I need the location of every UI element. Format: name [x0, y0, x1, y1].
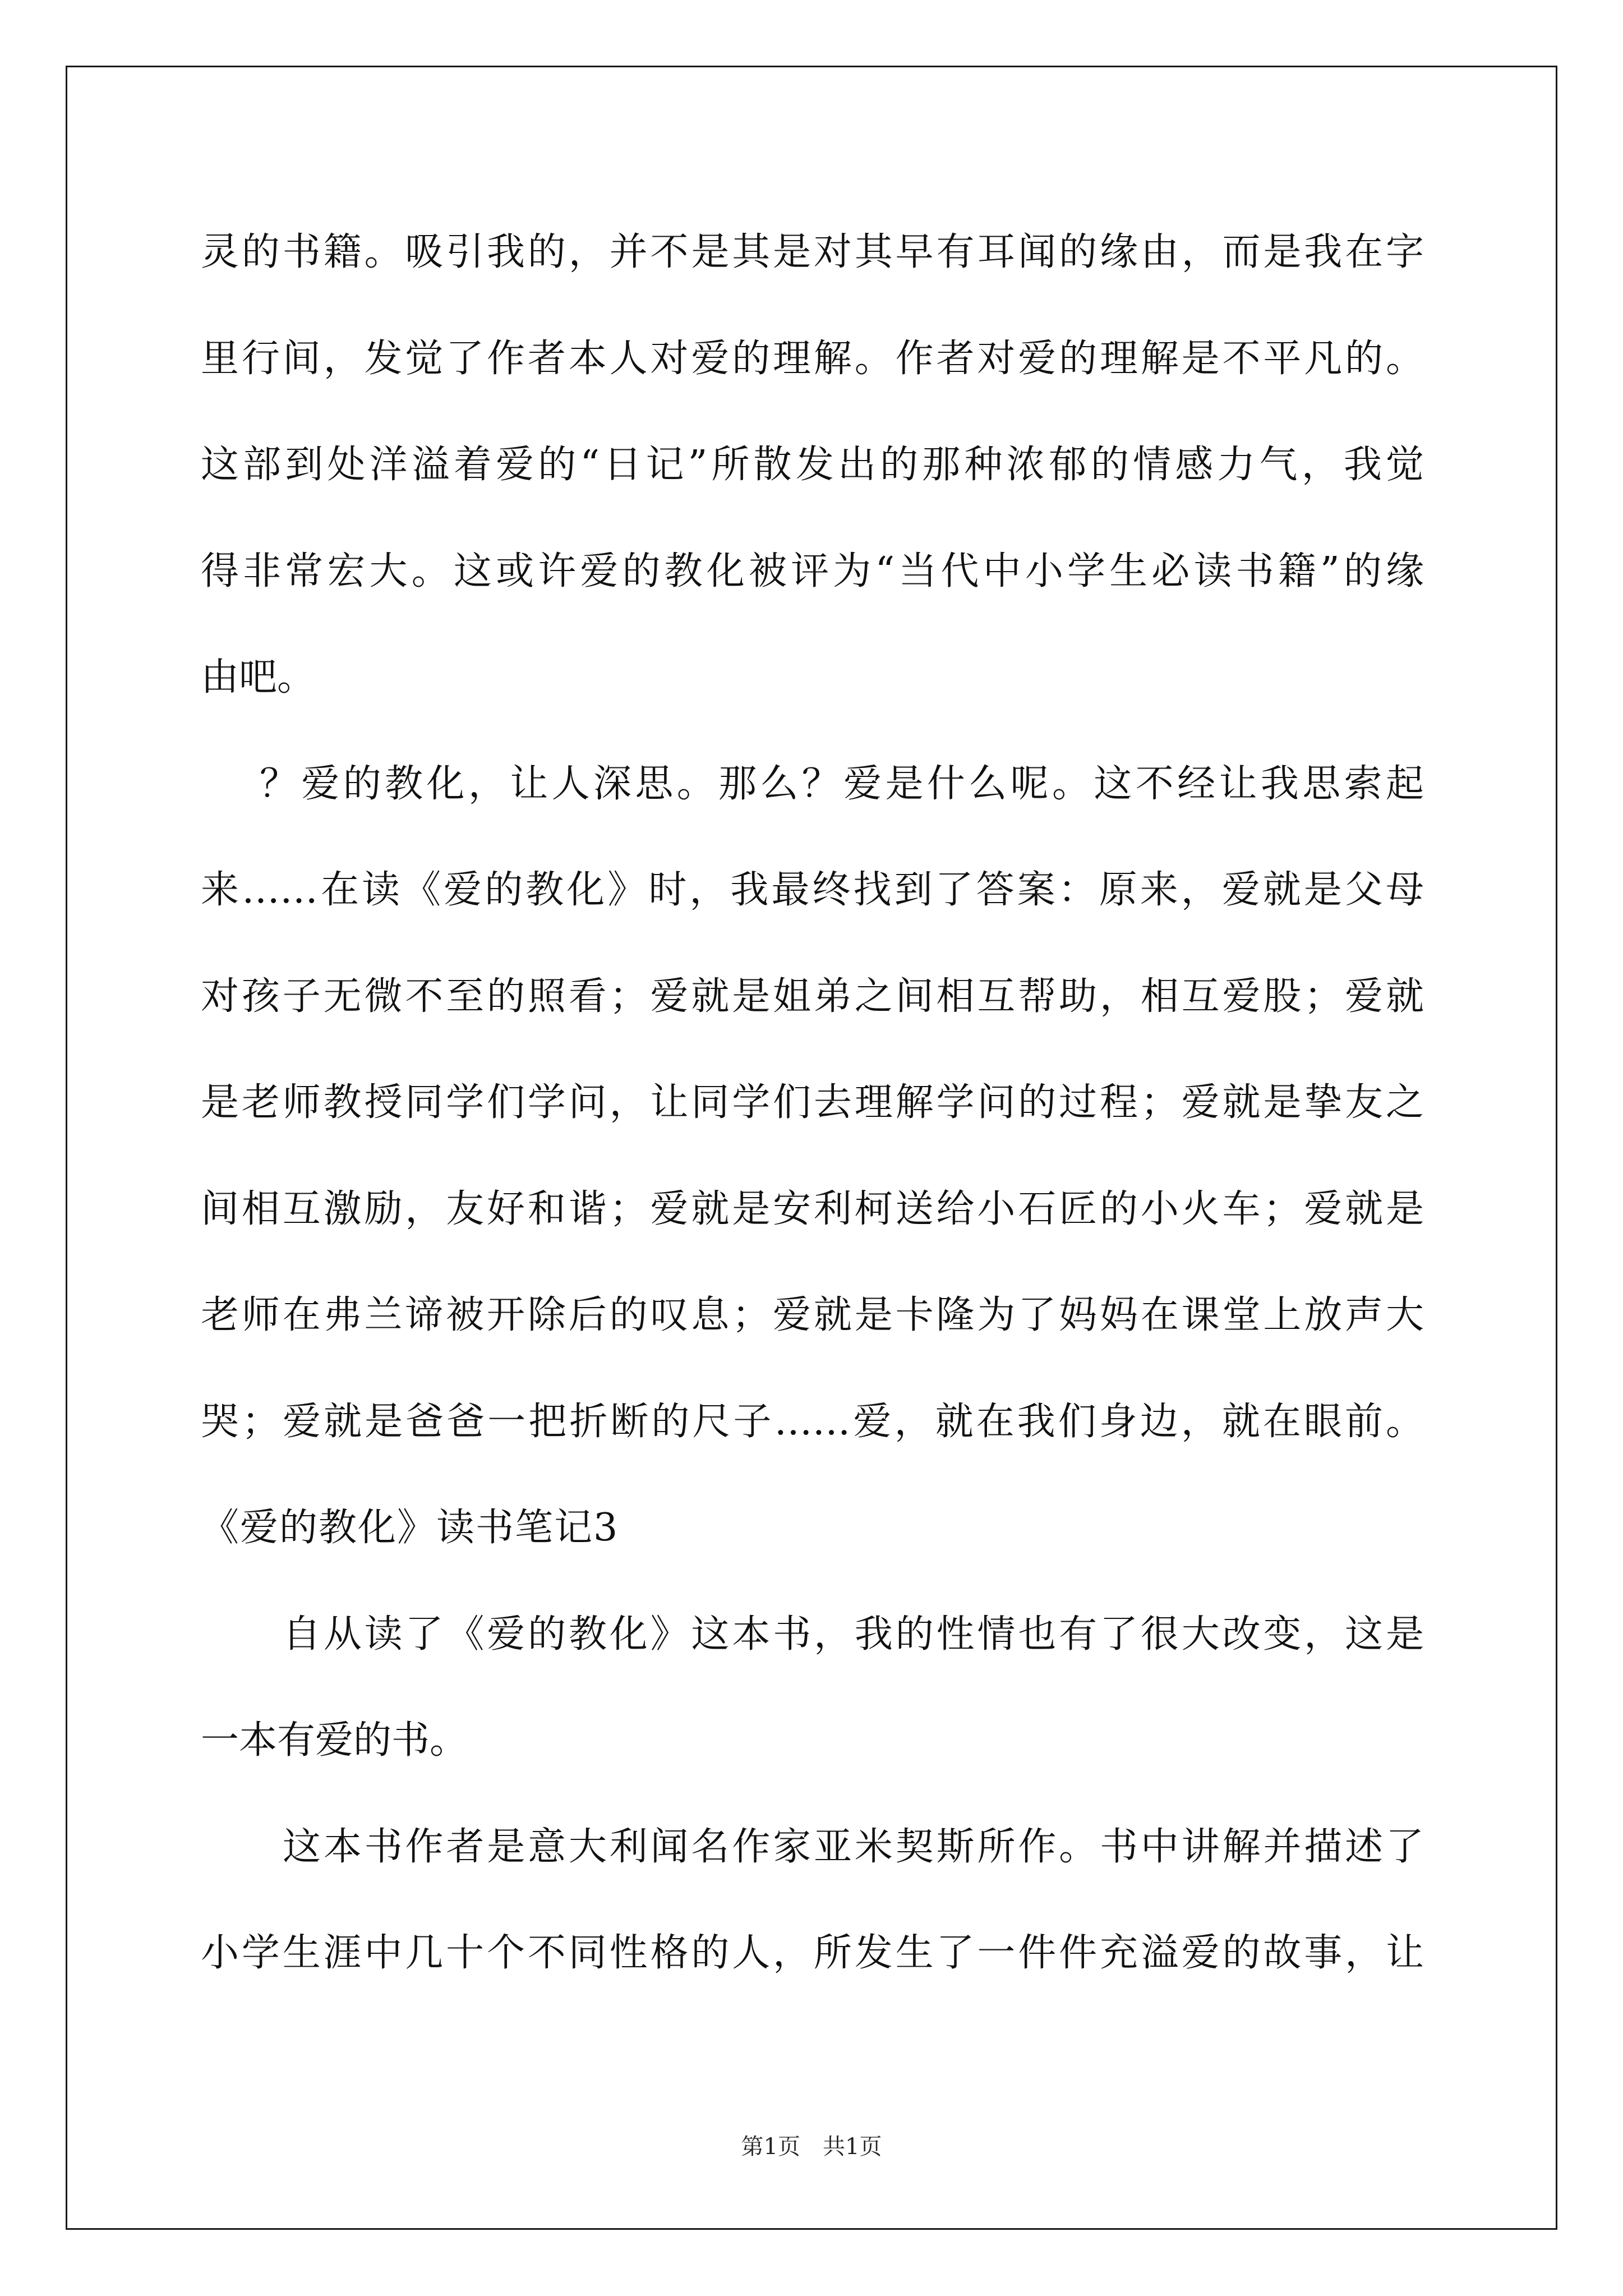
text-line: 来……在读《爱的教化》时，我最终找到了答案：原来，爱就是父母: [201, 868, 1424, 912]
text-line: 灵的书籍。吸引我的，并不是其是对其早有耳闻的缘由，而是我在字: [201, 230, 1424, 274]
paragraph-since-reading: [201, 1581, 1424, 1794]
text-line: 对孩子无微不至的照看；爱就是姐弟之间相互帮助，相互爱股；爱就: [201, 974, 1424, 1019]
paragraph-author: [201, 1794, 1424, 2007]
section-heading: 《爱的教化》读书笔记3: [201, 1506, 619, 1550]
text-line: 老师在弗兰谛被开除后的叹息；爱就是卡隆为了妈妈在课堂上放声大: [201, 1293, 1424, 1337]
text-line: ？爱的教化，让人深思。那么？爱是什么呢。这不经让我思索起: [260, 761, 1424, 806]
text-line: 自从读了《爱的教化》这本书，我的性情也有了很大改变，这是: [283, 1612, 1424, 1657]
text-line: 间相互激励，友好和谐；爱就是安利柯送给小石匠的小火车；爱就是: [201, 1186, 1424, 1231]
paragraph-continued: [201, 199, 1424, 731]
text-line: 这本书作者是意大利闻名作家亚米契斯所作。书中讲解并描述了: [283, 1824, 1424, 1869]
paragraph-what-is-love: [201, 731, 1424, 1475]
text-line: 小学生涯中几十个不同性格的人，所发生了一件件充溢爱的故事，让: [201, 1931, 1424, 1975]
text-line: 里行间，发觉了作者本人对爱的理解。作者对爱的理解是不平凡的。: [201, 336, 1424, 381]
text-line: 由吧。: [201, 655, 316, 700]
text-line: 哭；爱就是爸爸一把折断的尺子……爱，就在我们身边，就在眼前。: [201, 1399, 1424, 1444]
current-page-number: 第1页: [741, 2134, 800, 2160]
text-line: 一本有爱的书。: [201, 1718, 468, 1763]
text-line: 得非常宏大。这或许爱的教化被评为“当代中小学生必读书籍”的缘: [201, 549, 1424, 593]
document-body: [201, 199, 1424, 2007]
total-page-count: 共1页: [823, 2134, 882, 2160]
text-line: 这部到处洋溢着爱的“日记”所散发出的那种浓郁的情感力气，我觉: [201, 443, 1424, 487]
text-line: 是老师教授同学们学问，让同学们去理解学问的过程；爱就是挚友之: [201, 1080, 1424, 1125]
page-footer: [0, 2132, 1623, 2162]
